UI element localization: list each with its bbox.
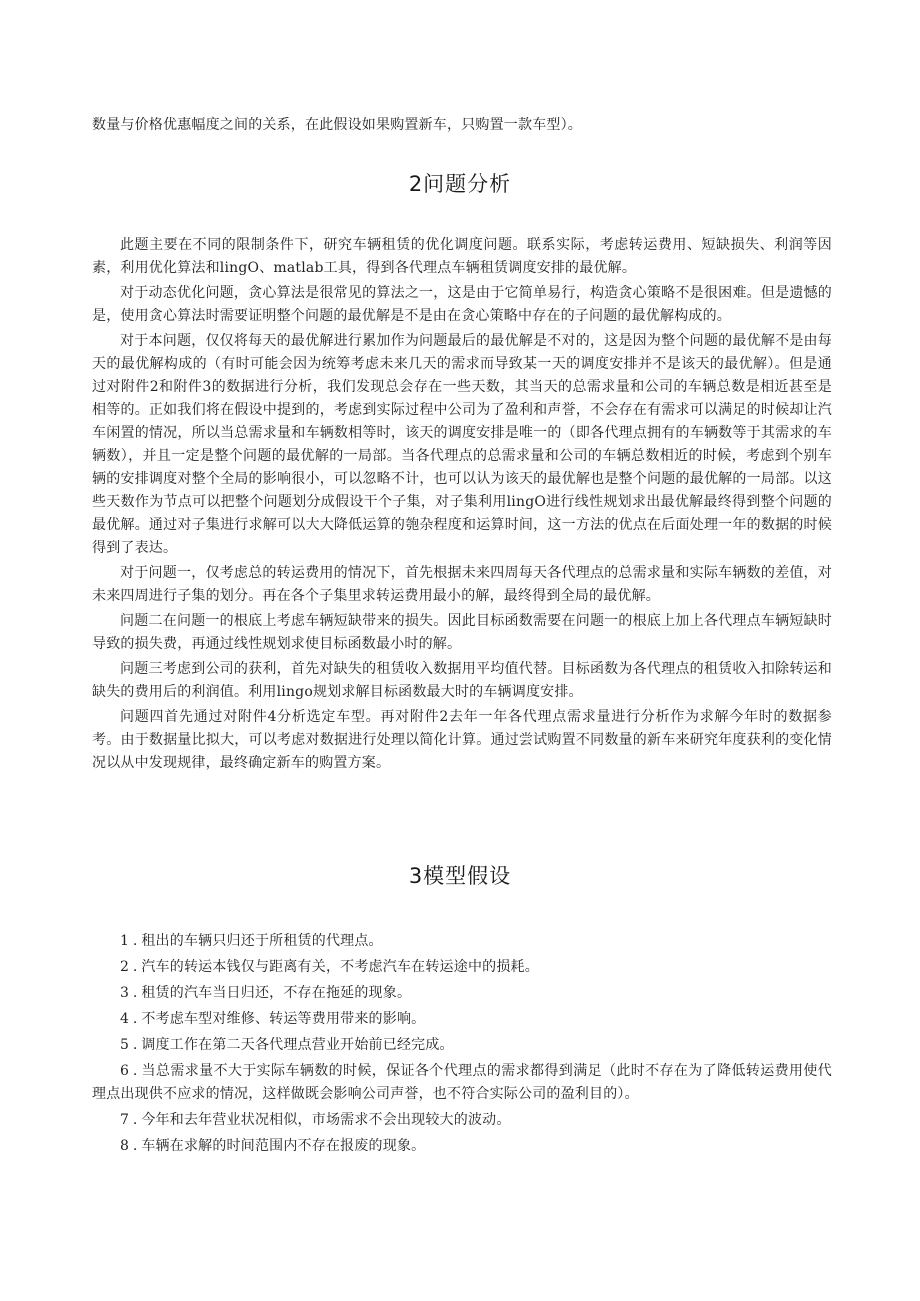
assumption-text: 汽车的转运本钱仅与距离有关，不考虑汽车在转运途中的损耗。 xyxy=(141,959,539,975)
assumption-number: 2. xyxy=(120,959,142,975)
assumption-item xyxy=(92,1109,832,1132)
assumption-number: 1. xyxy=(120,933,142,949)
assumption-text: 今年和去年营业状况相似，市场需求不会出现较大的波动。 xyxy=(141,1112,511,1128)
assumption-list xyxy=(92,930,832,1161)
assumption-number: 3. xyxy=(120,985,142,1001)
assumption-number: 6. xyxy=(120,1063,142,1079)
analysis-paragraph: 对于问题一，仅考虑总的转运费用的情况下，首先根据未来四周每天各代理点的总需求量和实际车辆数的差值，对未来四周进行子集的划分。再在各个子集里求转运费用最小的解，最终得到全局的最优解。 xyxy=(92,565,832,604)
analysis-paragraph: 问题二在问题一的根底上考虑车辆短缺带来的损失。因此目标函数需要在问题一的根底上加上各代理点车辆短缺时导致的损失费，再通过线性规划求使目标函数最小时的解。 xyxy=(92,613,832,652)
assumption-number: 8. xyxy=(120,1138,142,1154)
analysis-paragraph: 对于动态优化问题，贪心算法是很常见的算法之一，这是由于它简单易行，构造贪心策略不是很困难。但是遗憾的是，使用贪心算法时需要证明整个问题的最优解是不是由在贪心策略中存在的子问题的最优解构成的。 xyxy=(92,285,832,324)
assumption-text: 不考虑车型对维修、转运等费用带来的影响。 xyxy=(141,1011,426,1027)
analysis-section-body xyxy=(92,234,832,777)
assumption-number: 7. xyxy=(120,1112,142,1128)
analysis-paragraph: 问题四首先通过对附件4分析选定车型。再对附件2去年一年各代理点需求量进行分析作为求解今年时的数据参考。由于数据量比拟大，可以考虑对数据进行处理以简化计算。通过尝试购置不同数量的新车来研究年度获利的变化情况以从中发现规律，最终确定新车的购置方案。 xyxy=(92,709,832,771)
assumption-number: 5. xyxy=(120,1037,142,1053)
assumption-text: 当总需求量不大于实际车辆数的时候，保证各个代理点的需求都得到满足（此时不存在为了降低转运费用使代理点出现供不应求的情况，这样做既会影响公司声誉，也不符合实际公司的盈利目的）。 xyxy=(92,1063,832,1102)
assumption-item xyxy=(92,956,832,979)
assumption-item xyxy=(92,982,832,1005)
analysis-paragraph: 此题主要在不同的限制条件下，研究车辆租赁的优化调度问题。联系实际，考虑转运费用、短缺损失、利润等因素，利用优化算法和lingO、matlab工具，得到各代理点车辆租赁调度安排的最优解。 xyxy=(92,237,832,276)
assumption-item xyxy=(92,1135,832,1158)
assumption-text: 调度工作在第二天各代理点营业开始前已经完成。 xyxy=(141,1037,454,1053)
section-heading-problem-analysis: 2问题分析 xyxy=(408,172,512,196)
continuation-paragraph: 数量与价格优惠幅度之间的关系，在此假设如果购置新车，只购置一款车型）。 xyxy=(92,117,582,133)
assumption-item xyxy=(92,930,832,953)
assumption-number: 4. xyxy=(120,1011,142,1027)
assumption-item xyxy=(92,1008,832,1031)
assumption-item xyxy=(92,1060,832,1106)
assumption-text: 车辆在求解的时间范围内不存在报废的现象。 xyxy=(141,1138,426,1154)
assumption-item xyxy=(92,1034,832,1057)
assumption-text: 租出的车辆只归还于所租赁的代理点。 xyxy=(141,933,383,949)
section-heading-model-assumptions: 3模型假设 xyxy=(408,864,512,888)
analysis-paragraph: 问题三考虑到公司的获利，首先对缺失的租赁收入数据用平均值代替。目标函数为各代理点的租赁收入扣除转运和缺失的费用后的利润值。利用lingo规划求解目标函数最大时的车辆调度安排。 xyxy=(92,661,832,700)
analysis-paragraph: 对于本问题，仅仅将每天的最优解进行累加作为问题最后的最优解是不对的，这是因为整个问题的最优解不是由每天的最优解构成的（有时可能会因为统筹考虑未来几天的需求而导致某一天的调度安排并不是该天的最优解）。但是通过对附件2和附件3的数据进行分析，我们发现总会存在一些天数，其当天的总需求量和公司的车辆总数是相近甚至是相等的。正如我们将在假设中提到的，考虑到实际过程中公司为了盈利和声誉，不会存在有需求可以满足的时候却让汽车闲置的情况，所以当总需求量和车辆数相等时，该天的调度安排是唯一的（即各代理点拥有的车辆数等于其需求的车辆数），并且一定是整个问题的最优解的一局部。当各代理点的总需求量和公司的车辆总数相近的时候，考虑到个别车辆的安排调度对整个全局的影响很小，可以忽略不计，也可以认为该天的最优解也是整个问题的最优解的一局部。以这些天数作为节点可以把整个问题划分成假设干个子集，对子集利用lingO进行线性规划求出最优解最终得到整个问题的最优解。通过对子集进行求解可以大大降低运算的匏杂程度和运算时间，这一方法的优点在后面处理一年的数据的时候得到了表达。 xyxy=(92,333,832,556)
assumption-text: 租赁的汽车当日归还，不存在拖延的现象。 xyxy=(141,985,412,1001)
